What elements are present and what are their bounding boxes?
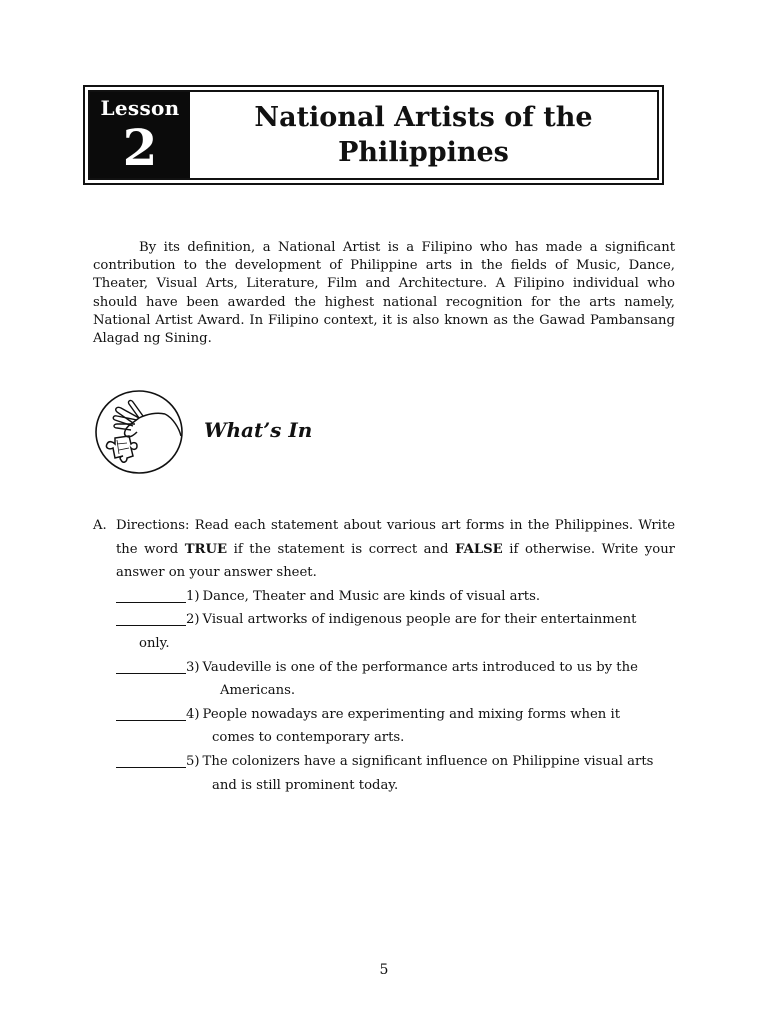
question-item-5 bbox=[116, 750, 675, 774]
answer-blank[interactable] bbox=[116, 609, 186, 626]
lesson-badge bbox=[90, 92, 190, 178]
whats-in-heading: What’s In bbox=[204, 418, 313, 442]
directions bbox=[93, 514, 675, 585]
answer-blank[interactable] bbox=[116, 657, 186, 674]
item-number: 1) bbox=[186, 588, 200, 604]
true-word: TRUE bbox=[184, 541, 228, 557]
item-continuation: only. bbox=[139, 635, 170, 651]
intro-paragraph: By its definition, a National Artist is a Filipino who has made a significant contribution to the development of Philippine arts in the fields of Music, Dance, Theater, Visual Arts, Literature, Film and Architecture. A Filipino individual who should have been awarded the highest national recognition for the arts namely, National Artist Award. In Filipino context, it is also known as the Gawad Pambansang Alagad ng Sining. bbox=[93, 240, 675, 347]
item-text: Vaudeville is one of the performance arts introduced to us by the bbox=[202, 659, 638, 675]
false-word: FALSE bbox=[455, 541, 503, 557]
directions-part: Directions: Read each statement about various art forms in the Philippines. Write the word bbox=[116, 518, 675, 557]
item-text: The colonizers have a significant influence on Philippine visual arts bbox=[202, 753, 654, 769]
answer-blank[interactable] bbox=[116, 751, 186, 768]
lesson-number: 2 bbox=[122, 118, 158, 177]
lesson-header bbox=[83, 85, 664, 185]
item-number: 3) bbox=[186, 659, 200, 675]
item-continuation: and is still prominent today. bbox=[212, 777, 399, 793]
directions-part: if the statement is correct and bbox=[227, 541, 456, 557]
directions-part: if otherwise. Write your answer on your answer sheet. bbox=[116, 541, 675, 581]
activity-label: A. bbox=[93, 518, 107, 533]
page-number: 5 bbox=[379, 962, 389, 978]
answer-blank[interactable] bbox=[116, 704, 186, 721]
item-continuation: Americans. bbox=[220, 683, 296, 699]
question-item-4 bbox=[116, 703, 675, 727]
item-text: People nowadays are experimenting and mixing forms when it bbox=[202, 706, 621, 722]
item-continuation: comes to contemporary arts. bbox=[212, 730, 405, 746]
activity-section bbox=[93, 514, 675, 797]
item-number: 5) bbox=[186, 753, 200, 769]
item-number: 4) bbox=[186, 706, 200, 722]
item-text: Visual artworks of indigenous people are for their entertainment bbox=[202, 612, 637, 628]
lesson-title: National Artists of the Philippines bbox=[254, 102, 593, 168]
lesson-label: Lesson bbox=[100, 96, 180, 120]
question-item-2 bbox=[116, 608, 675, 632]
answer-blank[interactable] bbox=[116, 586, 186, 603]
item-number: 2) bbox=[186, 612, 200, 628]
directions-text bbox=[116, 514, 675, 585]
question-item-1 bbox=[116, 585, 675, 609]
lesson-header-inner bbox=[88, 90, 659, 180]
item-text: Dance, Theater and Music are kinds of visual arts. bbox=[202, 588, 541, 604]
question-item-3 bbox=[116, 656, 675, 680]
hand-puzzle-piece-icon bbox=[93, 388, 185, 476]
